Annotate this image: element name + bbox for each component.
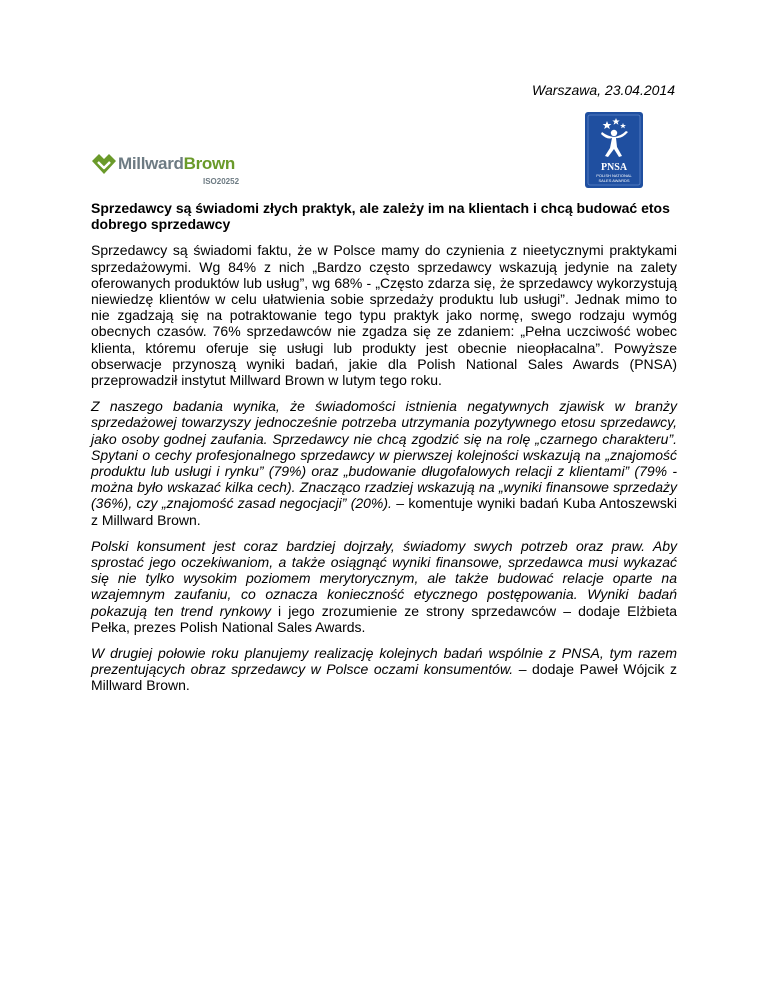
millward-brown-mark-icon [91, 153, 117, 177]
wordmark-brown: Brown [183, 154, 235, 173]
article-body [91, 200, 677, 704]
article-headline: Sprzedawcy są świadomi złych praktyk, ale zależy im na klientach i chcą budować etos dobrego sprzedawcy [91, 200, 670, 233]
millward-brown-wordmark [118, 154, 235, 174]
paragraph-2-attribution: – komentuje wyniki badań Kuba Antoszewski z Millward Brown. [91, 495, 678, 528]
pnsa-line1-text: POLISH NATIONAL [596, 173, 632, 178]
iso-badge: ISO20252 [203, 177, 240, 186]
millward-brown-logo [91, 153, 251, 193]
paragraph-2 [91, 398, 677, 528]
paragraph-1: Sprzedawcy są świadomi faktu, że w Polsce mamy do czynienia z nieetycznymi praktykami sprzedażowymi. Wg 84% z nich „Bardzo często sprzedawcy wskazują jedynie na zalety oferowanych produktów lub usług”, wg 68% - „Często zdarza się, że sprzedawcy wykorzystują niewiedzę klientów w celu ułatwienia sobie sprzedaży produktu lub usługi”. Jednak mimo to nie zgadzają się na potraktowanie tego typu praktyk jako normę, swego rodzaju wymóg obecnych czasów. 76% sprzedawców nie zgadza się ze zdaniem: „Pełna uczciwość wobec klienta, któremu oferuje się usługi lub produkty jest obecnie nieopłacalna”. Powyższe obserwacje przynoszą wyniki badań, jakie dla Polish National Sales Awards (PNSA) przeprowadził instytut Millward Brown w lutym tego roku. [91, 242, 677, 389]
paragraph-4-attribution: – dodaje Paweł Wójcik z Millward Brown. [91, 661, 677, 694]
paragraph-4 [91, 645, 677, 694]
paragraph-4-quote: W drugiej połowie roku planujemy realizację kolejnych badań wspólnie z PNSA, tym razem prezentujących obraz sprzedawcy w Polsce oczami konsumentów. [91, 645, 677, 678]
pnsa-line2-text: SALES AWARDS [598, 178, 630, 183]
pnsa-logo [585, 112, 643, 188]
wordmark-millward: Millward [118, 154, 184, 173]
paragraph-3-quote: Polski konsument jest coraz bardziej dojrzały, świadomy swych potrzeb oraz praw. Aby sprostać jego oczekiwaniom, a także osiągnąć wyniki finansowe, sprzedawca musi wykazać się nie tylko wysokim poziomem merytorycznym, ale także budować relacje oparte na wzajemnym zaufaniu, co oznacza konieczność etycznego postępowania. Wyniki badań pokazują ten trend rynkowy [91, 537, 677, 619]
paragraph-3 [91, 538, 677, 635]
pnsa-abbr-text: PNSA [600, 162, 628, 173]
paragraph-2-quote: Z naszego badania wynika, że świadomości istnienia negatywnych zjawisk w branży sprzedażowej towarzyszy jednocześnie potrzeba utrzymania pozytywnego etosu sprzedawcy, jako osoby godnej zaufania. Sprzedawcy nie chcą zgodzić się na rolę „czarnego charakteru”. Spytani o cechy profesjonalnego sprzedawcy w pierwszej kolejności wskazują na „znajomość produktu lub usługi i rynku” (79%) oraz „budowanie długofalowych relacji z klientami” (79% - można było wskazać kilka cech). Znacząco rzadziej wskazują na „wyniki finansowe sprzedaży (36%), czy „znajomość zasad negocjacji” (20%). [91, 398, 677, 512]
paragraph-3-attribution: i jego zrozumienie ze strony sprzedawców – dodaje Elżbieta Pełka, prezes Polish National Sales Awards. [91, 602, 677, 635]
document-date: Warszawa, 23.04.2014 [532, 82, 675, 98]
